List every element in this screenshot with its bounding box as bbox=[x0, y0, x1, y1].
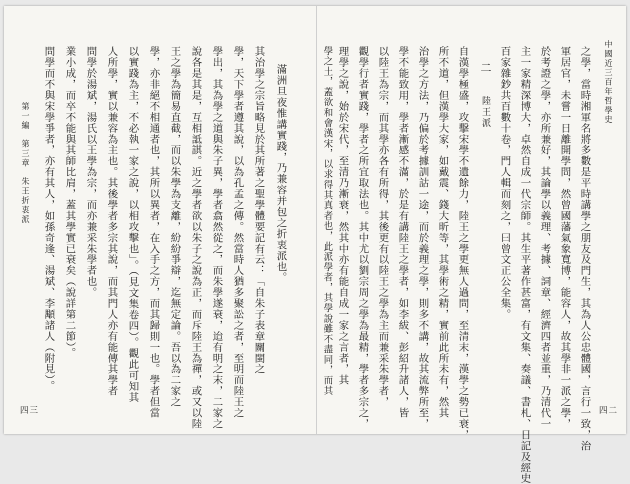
left-col-6: 學，亦非絕不相通者也，其所以異者，在入手之方，而其歸則一也。學者但當 bbox=[147, 46, 160, 419]
right-col-12: 理學之說，始於宋代，至清乃漸衰，然其中亦有能自成一家之言者，其 bbox=[336, 46, 349, 386]
left-col-3: 學出，其為學之道與朱子異，學者翕然從之，而朱學遂衰，迨有明之末，二家之 bbox=[210, 46, 223, 430]
book-spread bbox=[4, 6, 626, 484]
left-col-4: 說各是其是，互相詆諆。近之學者欲以朱子之說為正，而斥陸王為禪，或又以陸 bbox=[189, 46, 202, 430]
section-number: 二 bbox=[479, 62, 492, 79]
left-page-number: 四三 bbox=[20, 406, 40, 416]
right-col-9: 學不能致用，學者漸感不滿，於是有講陸王之學者，如李紱、彭紹升諸人，皆 bbox=[396, 46, 409, 419]
right-col-8: 治學之方法，乃偏於考據訓詁一途，而於義理之學，則多不講，故其流弊所至， bbox=[416, 46, 429, 430]
right-col-0: 之學，當時湘軍名將多數是平時講學之朋友及門生，其為人公忠體國，言行一致，治 bbox=[578, 46, 591, 452]
right-col-13: 學之土，蓋欲和會漢宋，以求得其真者也，此派學者，其學說雖不盡同，而其 bbox=[321, 46, 333, 396]
left-col-9: 問學於湯斌，湯氏以王學為宗，而亦兼采朱學者也。 bbox=[84, 46, 97, 298]
left-col-1: 其治學之宗旨略見於其所著之聖學體要記有云：「自朱子表章關閩之 bbox=[252, 46, 265, 375]
left-col-2: 學，天下學者遵其說，以為孔孟之傳。然當時人猶多聚訟之者，至明而陸王之 bbox=[231, 46, 244, 419]
left-col-11: 問學而不與宋學爭者，亦有其人，如孫奇逢、湯斌、李顒諸人（附見）。 bbox=[42, 46, 55, 392]
left-page bbox=[4, 6, 316, 434]
left-col-5: 王之學為簡易直截，而以朱學為支離，紛紛爭辯，迄無定論。吾以為二家之 bbox=[168, 46, 181, 408]
right-col-3: 主一家精深博大，卓然自成一代宗師。其生平著作甚富，有文集、奏議、書札、日記及經史 bbox=[518, 46, 531, 484]
right-col-11: 觀學行者實踐，學者之所宜取法也。其中尤以劉宗周之學為最精，學者多宗之， bbox=[356, 46, 369, 430]
right-col-10: 以陸王為宗，而其學亦各有所得，其後更有以陸王之學為主而兼采朱學者， bbox=[376, 46, 389, 408]
right-page-number: 四二 bbox=[599, 406, 619, 416]
right-col-1: 軍居官，未嘗一日離開學問，然曾國藩氣象寬博，能容人，故其學非一派之學， bbox=[558, 46, 571, 430]
left-col-10: 業小成，而卒不能與其師比肩，蓋其學實已衰矣（說詳第二節）。 bbox=[63, 46, 76, 359]
right-col-2: 於考證之學，亦所兼好，其論學以義理、考據、詞章、經濟四者並重，乃清代一 bbox=[538, 46, 551, 430]
right-col-6: 自漢學極盛，攻擊宋學不遺餘力，陸王之學更無人過問，至清末，漢學之勢已衰， bbox=[456, 46, 469, 441]
left-col-0: 滿洲旦夜惟講實踐，乃兼容并包之折衷派也。 bbox=[274, 64, 287, 283]
left-page-running-header: 第一編 第三章 朱王折衷派 bbox=[21, 102, 30, 225]
left-col-8: 人所學，實以兼容為主也。其後學者多宗其說，而其門人亦有能傳其學者 bbox=[105, 46, 118, 397]
right-col-4: 百家雜鈔共百數十卷，門人輯而刻之，曰曾文正公全集。 bbox=[498, 46, 511, 320]
left-col-7: 以實踐為主，不必執一家之說，以相攻擊也」。（見文集卷四）。觀此可知其 bbox=[126, 46, 139, 403]
right-page bbox=[317, 6, 626, 484]
right-col-7: 所不道，但漢學大家，如戴震、錢大昕等，其學術之精，實前此所未有，然其 bbox=[436, 46, 449, 419]
section-title: 陸王派 bbox=[480, 96, 490, 129]
right-page-running-header: 中國近三百年哲學史 bbox=[604, 40, 613, 125]
